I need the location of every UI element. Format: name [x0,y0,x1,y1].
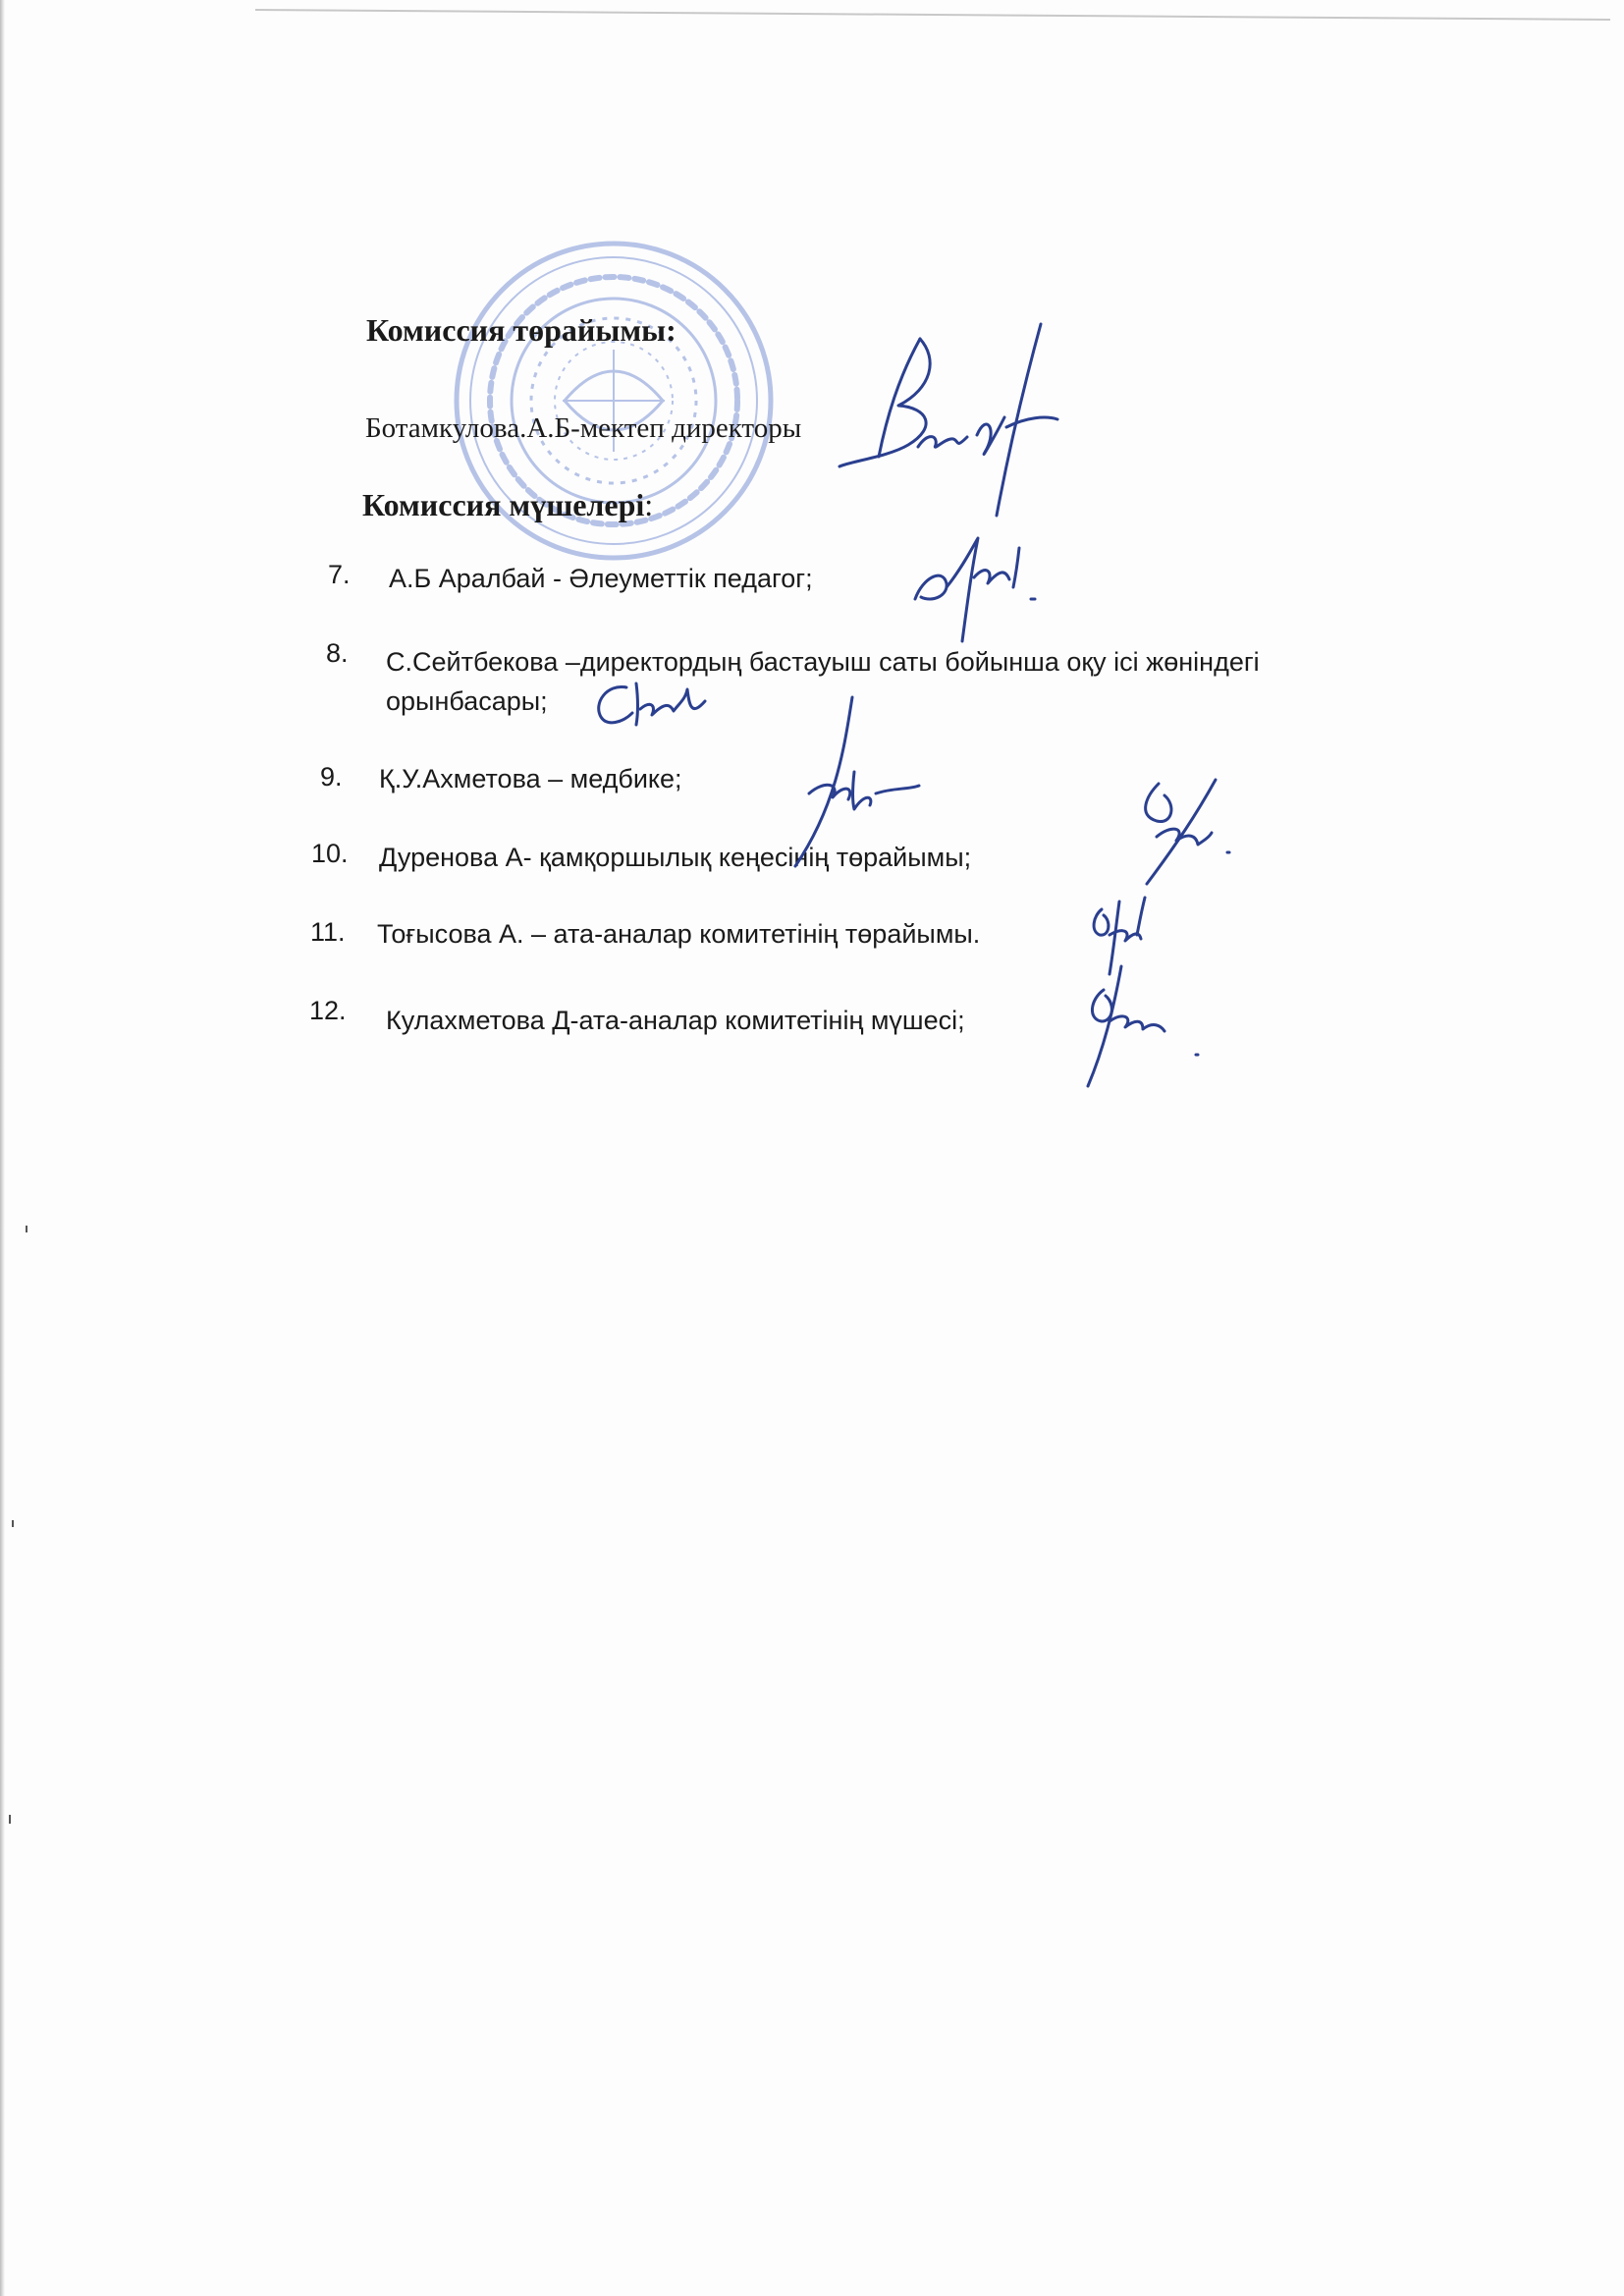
scan-edge-line [255,8,1610,22]
list-item-number: 12. [309,996,347,1025]
list-item-number: 7. [328,560,351,589]
scan-speck [9,1815,11,1824]
chair-heading: Комиссия төрайымы: [366,312,677,348]
handwritten-signature-icon [1117,776,1235,889]
list-item-text: Тоғысова А. – ата-аналар комитетінің төрайымы. [377,919,981,949]
list-item-text: А.Б Аралбай - Әлеуметтік педагог; [389,564,813,593]
members-heading-colon: : [644,487,654,522]
list-item-number: 11. [310,917,346,947]
handwritten-signature-icon [1080,892,1159,978]
list-item-text: С.Сейтбекова –директордың бастауыш саты бойынша оқу ісі жөніндегі орынбасары; [386,647,1260,716]
members-heading [362,487,653,523]
list-item-number: 8. [326,638,349,668]
scan-edge-shadow [0,0,5,2296]
list-item-number: 10. [311,839,349,868]
scan-speck [12,1520,14,1527]
chair-name: Ботамкулова.А.Б-мектеп директоры [365,412,802,444]
list-item-text: Кулахметова Д-ата-аналар комитетінің мүшесі; [386,1006,965,1035]
list-item-number: 9. [320,762,343,792]
handwritten-signature-icon [903,509,1051,646]
scan-speck [26,1226,27,1232]
list-item-text: Дуренова А- қамқоршылық кеңесінің төрайымы; [379,843,972,872]
handwritten-signature-icon [830,319,1065,525]
members-heading-text: Комиссия мүшелері [362,487,645,522]
list-item-text: Қ.У.Ахметова – медбике; [379,764,682,793]
handwritten-signature-icon [1074,960,1202,1088]
